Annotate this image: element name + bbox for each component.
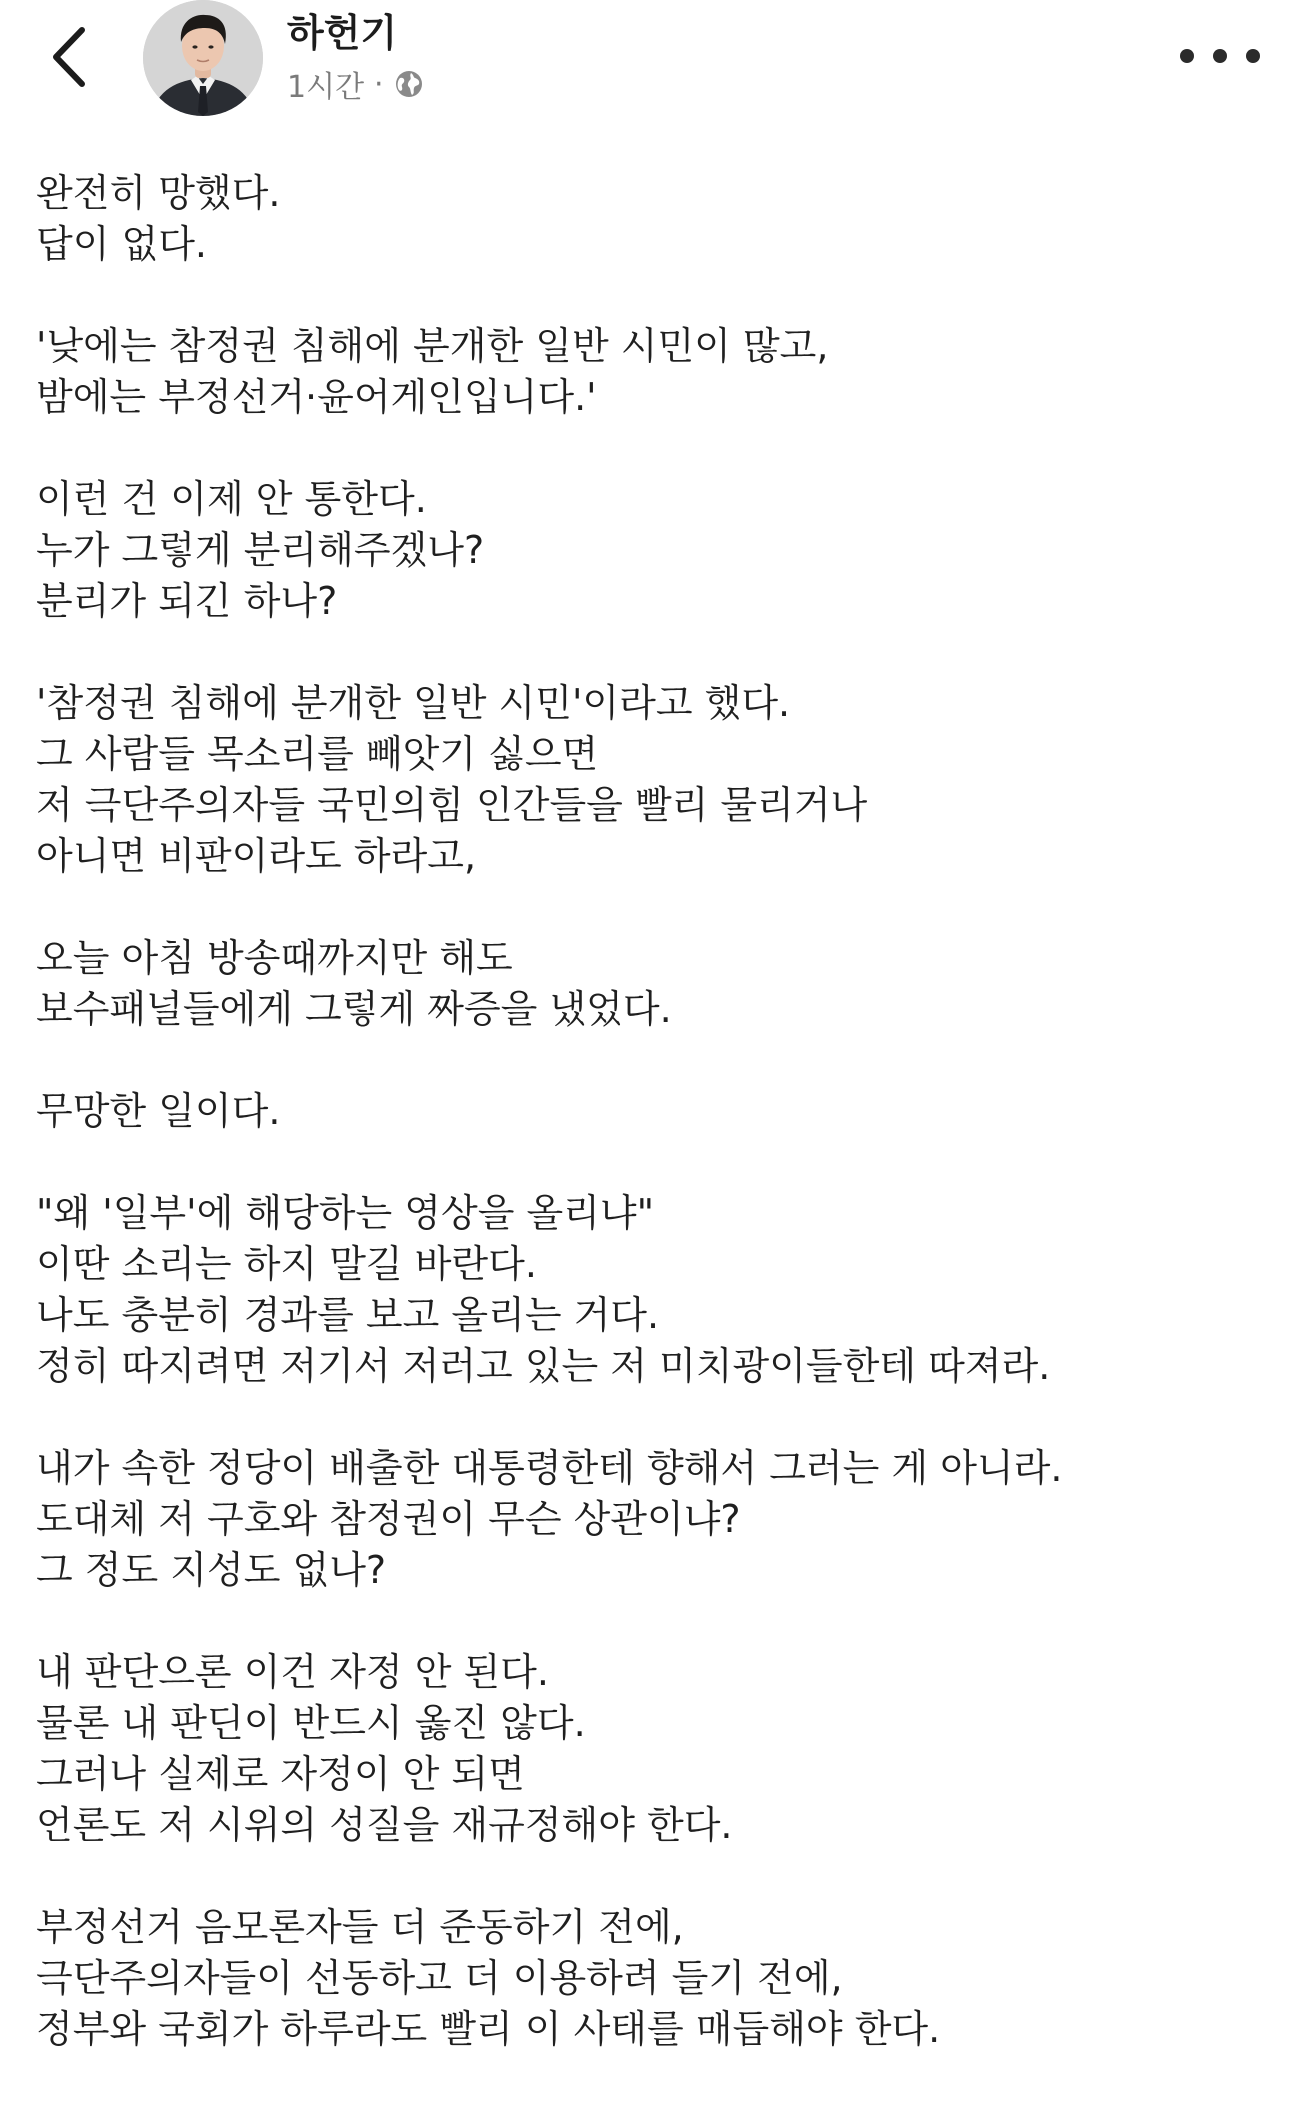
more-dots-icon: [1180, 49, 1194, 63]
post-meta: [287, 64, 424, 104]
post-line: 무망한 일이다.: [36, 1089, 281, 1133]
paragraph: [36, 1188, 1266, 1392]
post-line: 오늘 아침 방송때까지만 해도: [36, 936, 513, 980]
post-line: '낮에는 참정권 침해에 분개한 일반 시민이 많고,: [36, 324, 829, 368]
post-line: 나도 충분히 경과를 보고 올리는 거다.: [36, 1293, 660, 1337]
post-line: 답이 없다.: [36, 222, 207, 266]
post-time[interactable]: 1시간: [287, 70, 365, 105]
post-line: 완전히 망했다.: [36, 171, 281, 215]
post-line: 아니면 비판이라도 하라고,: [36, 834, 477, 878]
post-line: '참정권 침해에 분개한 일반 시민'이라고 했다.: [36, 681, 791, 725]
paragraph: [36, 474, 1266, 627]
paragraph: [36, 933, 1266, 1035]
post-line: 언론도 저 시위의 성질을 재규정해야 한다.: [36, 1803, 733, 1847]
post-line: 분리가 되긴 하나?: [36, 579, 338, 623]
post-line: 부정선거 음모론자들 더 준동하기 전에,: [36, 1905, 684, 1949]
post-line: 저 극단주의자들 국민의힘 인간들을 빨리 물리거나: [36, 783, 868, 827]
meta-separator: ·: [374, 66, 384, 102]
paragraph: [36, 1443, 1266, 1596]
globe-icon: [394, 69, 424, 99]
paragraph: [36, 1902, 1266, 2055]
paragraph: [36, 321, 1266, 423]
post-line: 그 정도 지성도 없나?: [36, 1548, 387, 1592]
post-line: "왜 '일부'에 해당하는 영상을 올리냐": [36, 1191, 655, 1235]
avatar-image: [143, 0, 263, 116]
post-body: [36, 168, 1266, 2106]
avatar[interactable]: [143, 0, 263, 116]
post-line: 이런 건 이제 안 통한다.: [36, 477, 427, 521]
paragraph: [36, 1647, 1266, 1851]
post-line: 극단주의자들이 선동하고 더 이용하려 들기 전에,: [36, 1956, 843, 2000]
post-line: 이딴 소리는 하지 말길 바란다.: [36, 1242, 537, 1286]
post-line: 그 사람들 목소리를 빼앗기 싫으면: [36, 732, 599, 776]
paragraph: [36, 678, 1266, 882]
post-line: 보수패널들에게 그렇게 짜증을 냈었다.: [36, 987, 672, 1031]
post-line: 누가 그렇게 분리해주겠나?: [36, 528, 485, 572]
chevron-left-icon: [50, 26, 90, 88]
paragraph: [36, 1086, 1266, 1137]
post-line: 내가 속한 정당이 배출한 대통령한테 향해서 그러는 게 아니라.: [36, 1446, 1063, 1490]
post-line: 정부와 국회가 하루라도 빨리 이 사태를 매듭해야 한다.: [36, 2007, 941, 2051]
post-line: 그러나 실제로 자정이 안 되면: [36, 1752, 525, 1796]
back-button[interactable]: [40, 22, 100, 92]
post-line: 밤에는 부정선거·윤어게인입니다.': [36, 375, 597, 419]
post-header: [0, 0, 1290, 125]
author-name[interactable]: 하헌기: [287, 11, 398, 55]
post-line: 내 판단으론 이건 자정 안 된다.: [36, 1650, 549, 1694]
post-line: 정히 따지려면 저기서 저러고 있는 저 미치광이들한테 따져라.: [36, 1344, 1051, 1388]
paragraph: [36, 168, 1266, 270]
post-line: 도대체 저 구호와 참정권이 무슨 상관이냐?: [36, 1497, 741, 1541]
post-line: 물론 내 판딘이 반드시 옳진 않다.: [36, 1701, 586, 1745]
more-options-button[interactable]: [1180, 36, 1260, 76]
